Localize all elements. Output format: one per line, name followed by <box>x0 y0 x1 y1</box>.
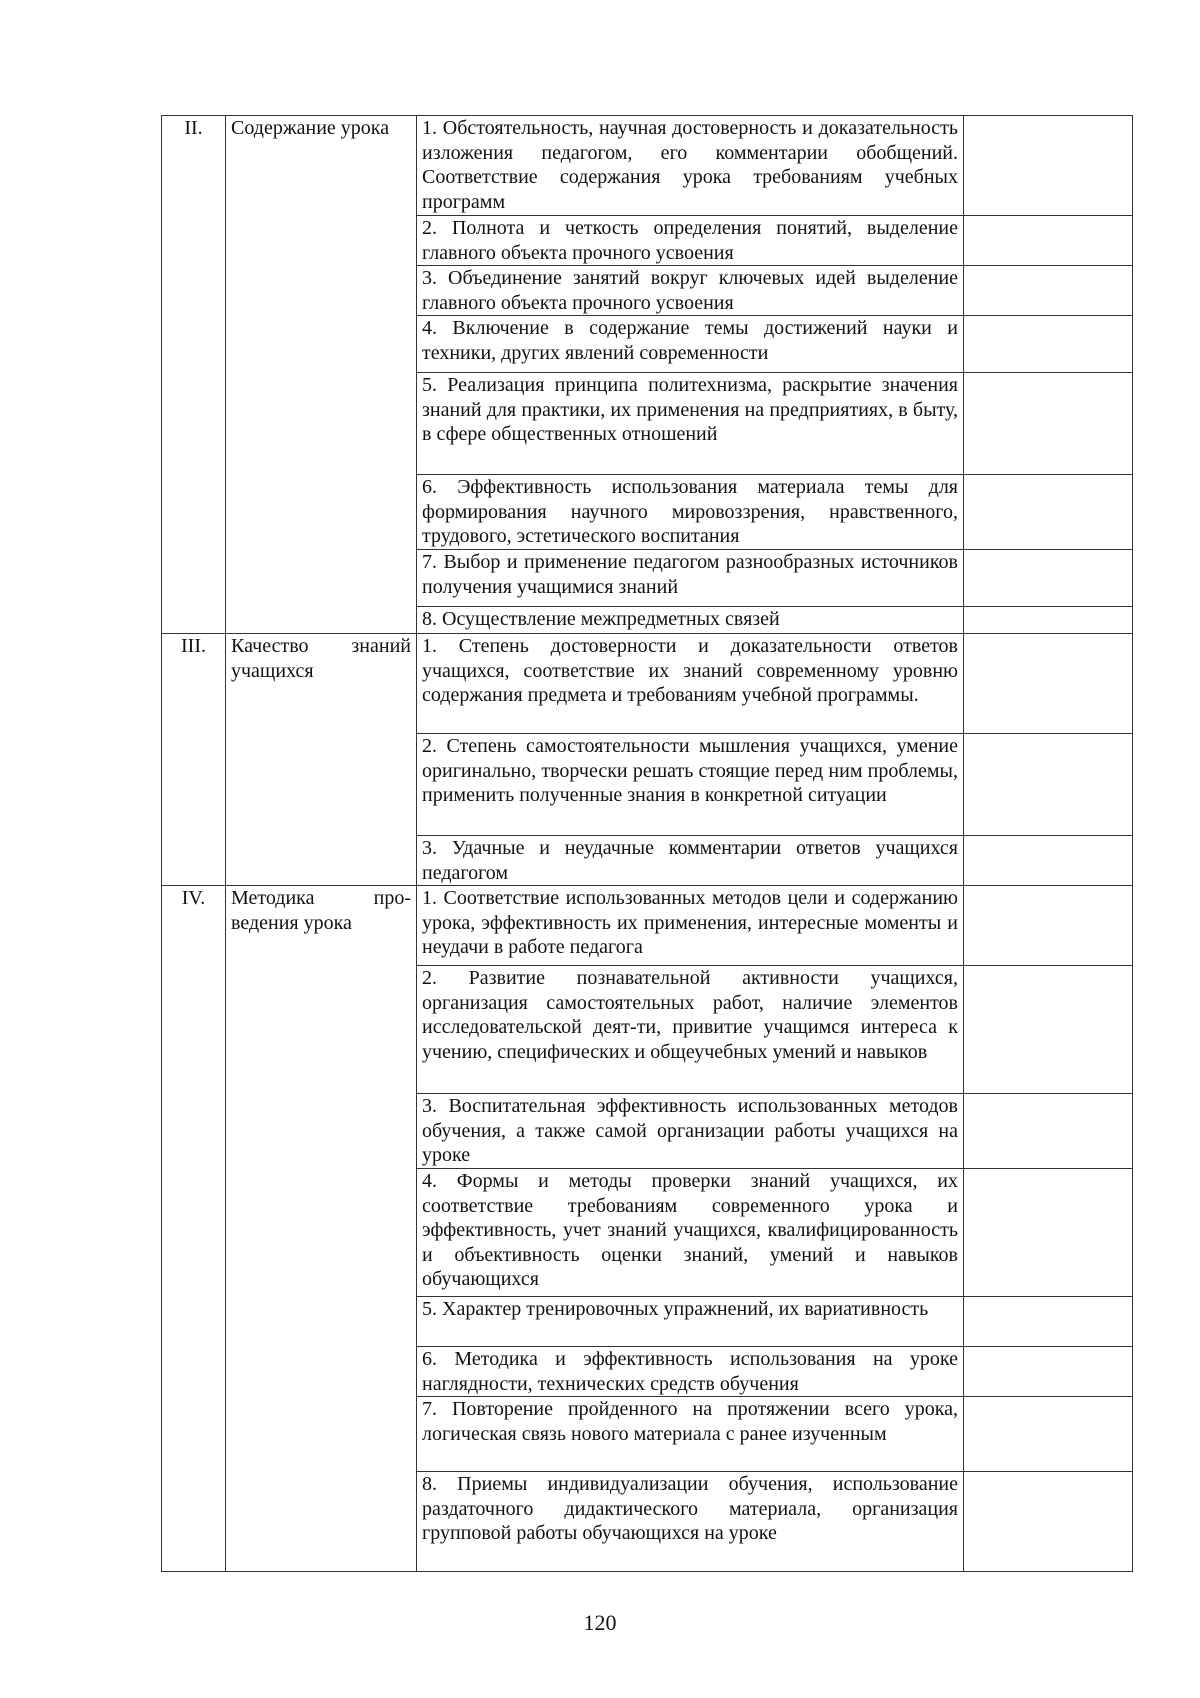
criterion-text: 8. Осуществление межпредметных связей <box>417 607 964 634</box>
section-title: Методика проведения урока <box>226 886 417 1572</box>
table-body <box>162 116 1133 1572</box>
score-cell[interactable] <box>964 266 1133 316</box>
score-cell[interactable] <box>964 1472 1133 1572</box>
section-numeral: II. <box>162 116 226 634</box>
table-row <box>162 116 1133 216</box>
score-cell[interactable] <box>964 1347 1133 1397</box>
score-cell[interactable] <box>964 550 1133 607</box>
criterion-text: 7. Выбор и применение педагогом разнообразных источников получения учащимися знаний <box>417 550 964 607</box>
score-cell[interactable] <box>964 1297 1133 1347</box>
criterion-text: 3. Воспитательная эффективность использованных методов обучения, а также самой организации работы учащихся на уроке <box>417 1094 964 1169</box>
score-cell[interactable] <box>964 836 1133 886</box>
criterion-text: 6. Эффективность использования материала темы для формирования научного мировоззрения, нравственного, трудового, эстетического воспитания <box>417 475 964 550</box>
table-row <box>162 886 1133 966</box>
score-cell[interactable] <box>964 1094 1133 1169</box>
criterion-text: 8. Приемы индивидуализации обучения, использование раздаточного дидактического материала, организация групповой работы обучающихся на уроке <box>417 1472 964 1572</box>
criterion-text: 4. Формы и методы проверки знаний учащихся, их соответствие требованиям современного урока и эффективность, учет знаний учащихся, квалифицированность и объективность оценки знаний, умений и навыков обучающихся <box>417 1169 964 1297</box>
criterion-text: 1. Степень достоверности и доказательности ответов учащихся, соответствие их знаний современному уровню содержания предмета и требованиям учебной программы. <box>417 634 964 734</box>
score-cell[interactable] <box>964 316 1133 373</box>
score-cell[interactable] <box>964 475 1133 550</box>
criterion-text: 7. Повторение пройденного на протяжении всего урока, логическая связь нового материала с ранее изученным <box>417 1397 964 1472</box>
score-cell[interactable] <box>964 216 1133 266</box>
score-cell[interactable] <box>964 966 1133 1094</box>
section-numeral: III. <box>162 634 226 886</box>
criterion-text: 2. Развитие познавательной активности учащихся, организация самостоятельных работ, наличие элементов исследовательской деят-ти, привитие учащимся интереса к учению, специфических и общеучебных умений и навыков <box>417 966 964 1094</box>
criterion-text: 6. Методика и эффективность использования на уроке наглядности, технических средств обучения <box>417 1347 964 1397</box>
criterion-text: 4. Включение в содержание темы достижений науки и техники, других явлений современности <box>417 316 964 373</box>
score-cell[interactable] <box>964 886 1133 966</box>
page-number: 120 <box>583 1610 617 1635</box>
score-cell[interactable] <box>964 116 1133 216</box>
score-cell[interactable] <box>964 607 1133 634</box>
criterion-text: 2. Степень самостоятельности мышления учащихся, умение оригинально, творчески решать стоящие перед ним проблемы, применить полученные знания в конкретной ситуации <box>417 734 964 836</box>
criterion-text: 3. Удачные и неудачные комментарии ответов учащихся педагогом <box>417 836 964 886</box>
score-cell[interactable] <box>964 373 1133 475</box>
score-cell[interactable] <box>964 1169 1133 1297</box>
criterion-text: 1. Обстоятельность, научная достоверность и доказательность изложения педагогом, его комментарии обобщений. Соответствие содержания урока требованиям учебных программ <box>417 116 964 216</box>
section-title: Качество знаний учащихся <box>226 634 417 886</box>
score-cell[interactable] <box>964 734 1133 836</box>
criterion-text: 5. Характер тренировочных упражнений, их вариативность <box>417 1297 964 1347</box>
lesson-evaluation-table <box>161 115 1133 1572</box>
criterion-text: 5. Реализация принципа политехнизма, раскрытие значения знаний для практики, их применения на предприятиях, в быту, в сфере общественных отношений <box>417 373 964 475</box>
score-cell[interactable] <box>964 1397 1133 1472</box>
criterion-text: 2. Полнота и четкость определения понятий, выделение главного объекта прочного усвоения <box>417 216 964 266</box>
score-cell[interactable] <box>964 634 1133 734</box>
table-row <box>162 634 1133 734</box>
section-title: Содержание урока <box>226 116 417 634</box>
criterion-text: 1. Соответствие использованных методов цели и содержанию урока, эффективность их применения, интересные моменты и неудачи в работе педагога <box>417 886 964 966</box>
criterion-text: 3. Объединение занятий вокруг ключевых идей выделение главного объекта прочного усвоения <box>417 266 964 316</box>
section-numeral: IV. <box>162 886 226 1572</box>
